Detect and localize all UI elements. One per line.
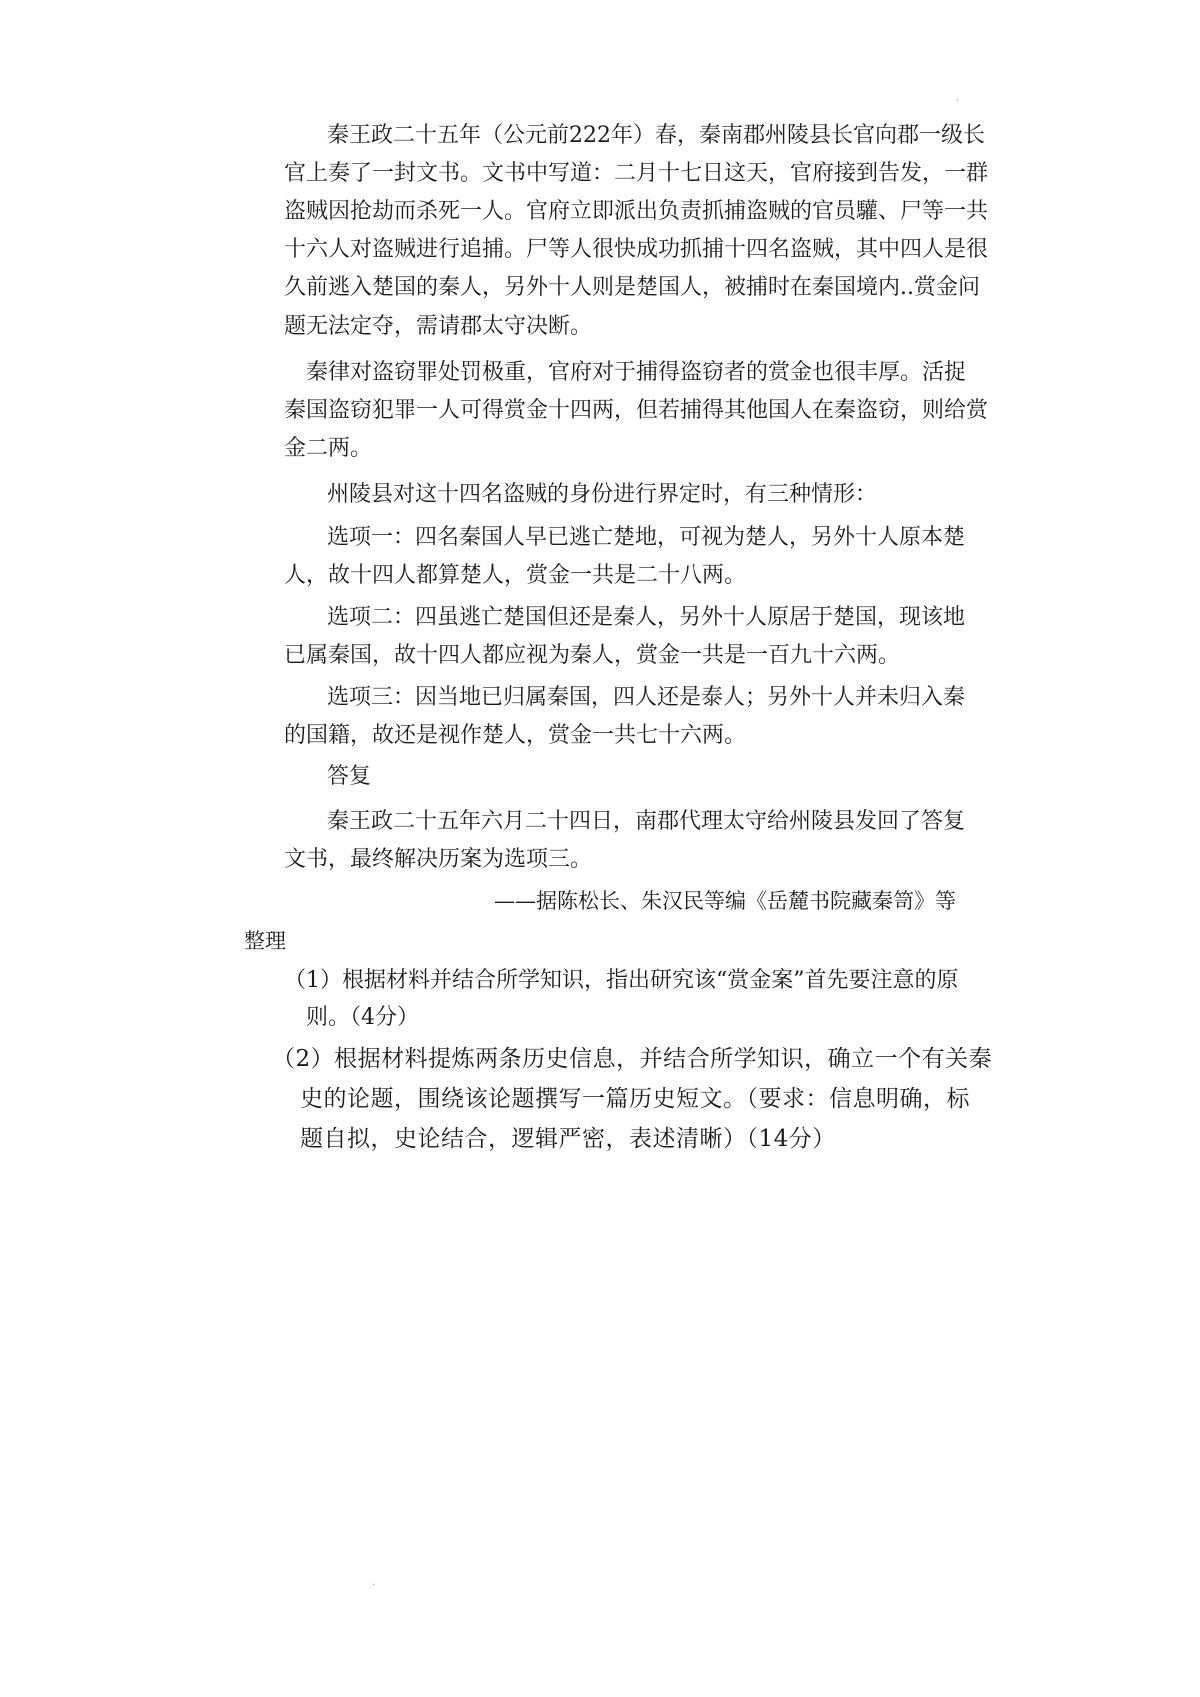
text-line: 题无法定夺，需请郡太守决断。 xyxy=(284,314,593,339)
text-line: 秦律对盗窃罪处罚极重，官府对于捕得盗窃者的赏金也很丰厚。活捉 xyxy=(306,360,967,385)
text-line: 史的论题，围绕该论题撰写一篇历史短文。（要求：信息明确，标 xyxy=(300,1086,970,1112)
text-line: 整理 xyxy=(244,929,286,953)
text-line: 官上奏了一封文书。文书中写道：二月十七日这天，官府接到告发，一群 xyxy=(284,161,989,186)
text-line: 久前逃入楚国的秦人，另外十人则是楚国人，被捕时在秦国境内..赏金问 xyxy=(284,275,980,300)
text-line: 已属秦国，故十四人都应视为秦人，赏金一共是一百九十六两。 xyxy=(284,643,901,668)
material-paragraph-3: 州陵县对这十四名盗贼的身份进行界定时，有三种情形： xyxy=(327,482,878,507)
scan-dot-top: · xyxy=(956,96,960,107)
text-line: 则。（4分） xyxy=(306,1005,419,1030)
text-line: 秦国盗窃犯罪一人可得赏金十四两，但若捕得其他国人在秦盗窃，则给赏 xyxy=(284,398,989,423)
scan-dot-bottom: · xyxy=(372,1580,376,1591)
text-line: （1）根据材料并结合所学知识，指出研究该“赏金案”首先要注意的原 xyxy=(284,968,959,993)
text-line: ——据陈松长、朱汉民等编《岳麓书院藏秦笥》等 xyxy=(494,889,956,913)
text-line: 盗贼因抢劫而杀死一人。官府立即派出负责抓捕盗贼的官员驩、尸等一共 xyxy=(284,199,989,224)
text-line: 十六人对盗贼进行追捕。尸等人很快成功抓捕十四名盗贼，其中四人是很 xyxy=(284,237,989,262)
text-line: 文书，最终解决历案为选项三。 xyxy=(284,847,593,872)
text-line: 选项二：四虽逃亡楚国但还是秦人，另外十人原居于楚国，现该地 xyxy=(327,605,966,630)
text-line: 题自拟，史论结合，逻辑严密，表述清晰）（14分） xyxy=(300,1126,836,1152)
text-line: 金二两。 xyxy=(284,436,373,461)
text-line: 人，故十四人都算楚人，赏金一共是二十八两。 xyxy=(284,563,747,588)
text-line: （2）根据材料提炼两条历史信息，并结合所学知识，确立一个有关秦 xyxy=(272,1046,993,1072)
reply-heading: 答复 xyxy=(327,764,372,789)
text-line: 选项三：因当地已归属秦国，四人还是泰人；另外十人并未归入秦 xyxy=(327,685,966,710)
text-line: 选项一：四名秦国人早已逃亡楚地，可视为楚人，另外十人原本楚 xyxy=(327,525,966,550)
text-line: 秦王政二十五年六月二十四日，南郡代理太守给州陵县发回了答复 xyxy=(327,809,966,834)
text-line: 的国籍，故还是视作楚人，赏金一共七十六两。 xyxy=(284,723,747,748)
text-line: 秦王政二十五年（公元前222年）春，秦南郡州陵县长官向郡一级长 xyxy=(327,123,985,148)
